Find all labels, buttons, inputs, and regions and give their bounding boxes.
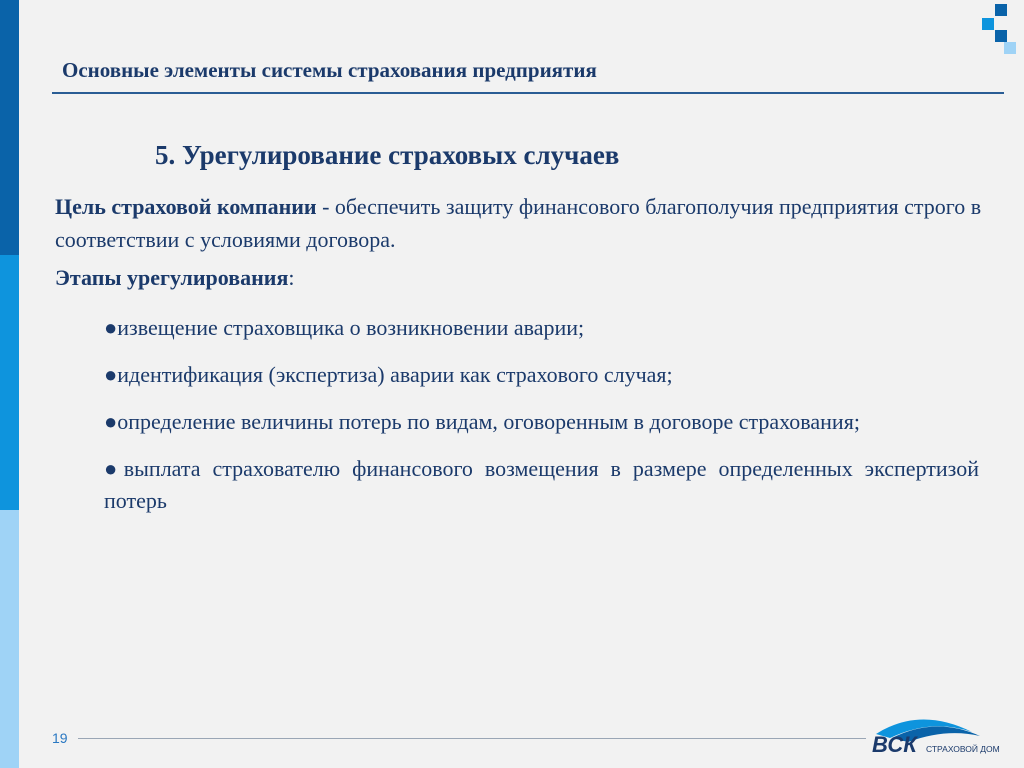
section-heading: 5. Урегулирование страховых случаев [155,140,620,170]
goal-paragraph [55,190,985,256]
vsk-wave-logo-icon [868,708,1010,764]
logo-mark: ВСК [872,732,917,757]
footer-divider [78,738,866,739]
goal-text: - обеспечить защиту финансового благополучия предприятия строго в соответствии с условиями договора. [55,194,982,252]
stages-label: Этапы урегулирования [55,265,289,290]
logo-tagline: СТРАХОВОЙ ДОМ [926,744,1000,754]
corner-squares-icon [982,4,1016,56]
slide-title: Основные элементы системы страхования предприятия [62,58,597,82]
title-divider [52,92,1004,94]
list-item: ●выплата страхователю финансового возмещения в размере определенных экспертизой потерь [104,456,979,513]
page-number: 19 [52,730,68,746]
list-item: ●определение величины потерь по видам, оговоренным в договоре страхования; [104,409,860,434]
left-stripe-mid [0,255,19,510]
left-stripe-light [0,510,19,768]
left-stripe-dark [0,0,19,255]
stages-colon: : [288,265,295,290]
stages-heading [55,265,294,291]
goal-label: Цель страховой компании [55,194,317,219]
list-item: ●извещение страховщика о возникновении аварии; [104,315,585,340]
stages-list [104,312,979,532]
list-item: ●идентификация (экспертиза) аварии как страхового случая; [104,362,673,387]
